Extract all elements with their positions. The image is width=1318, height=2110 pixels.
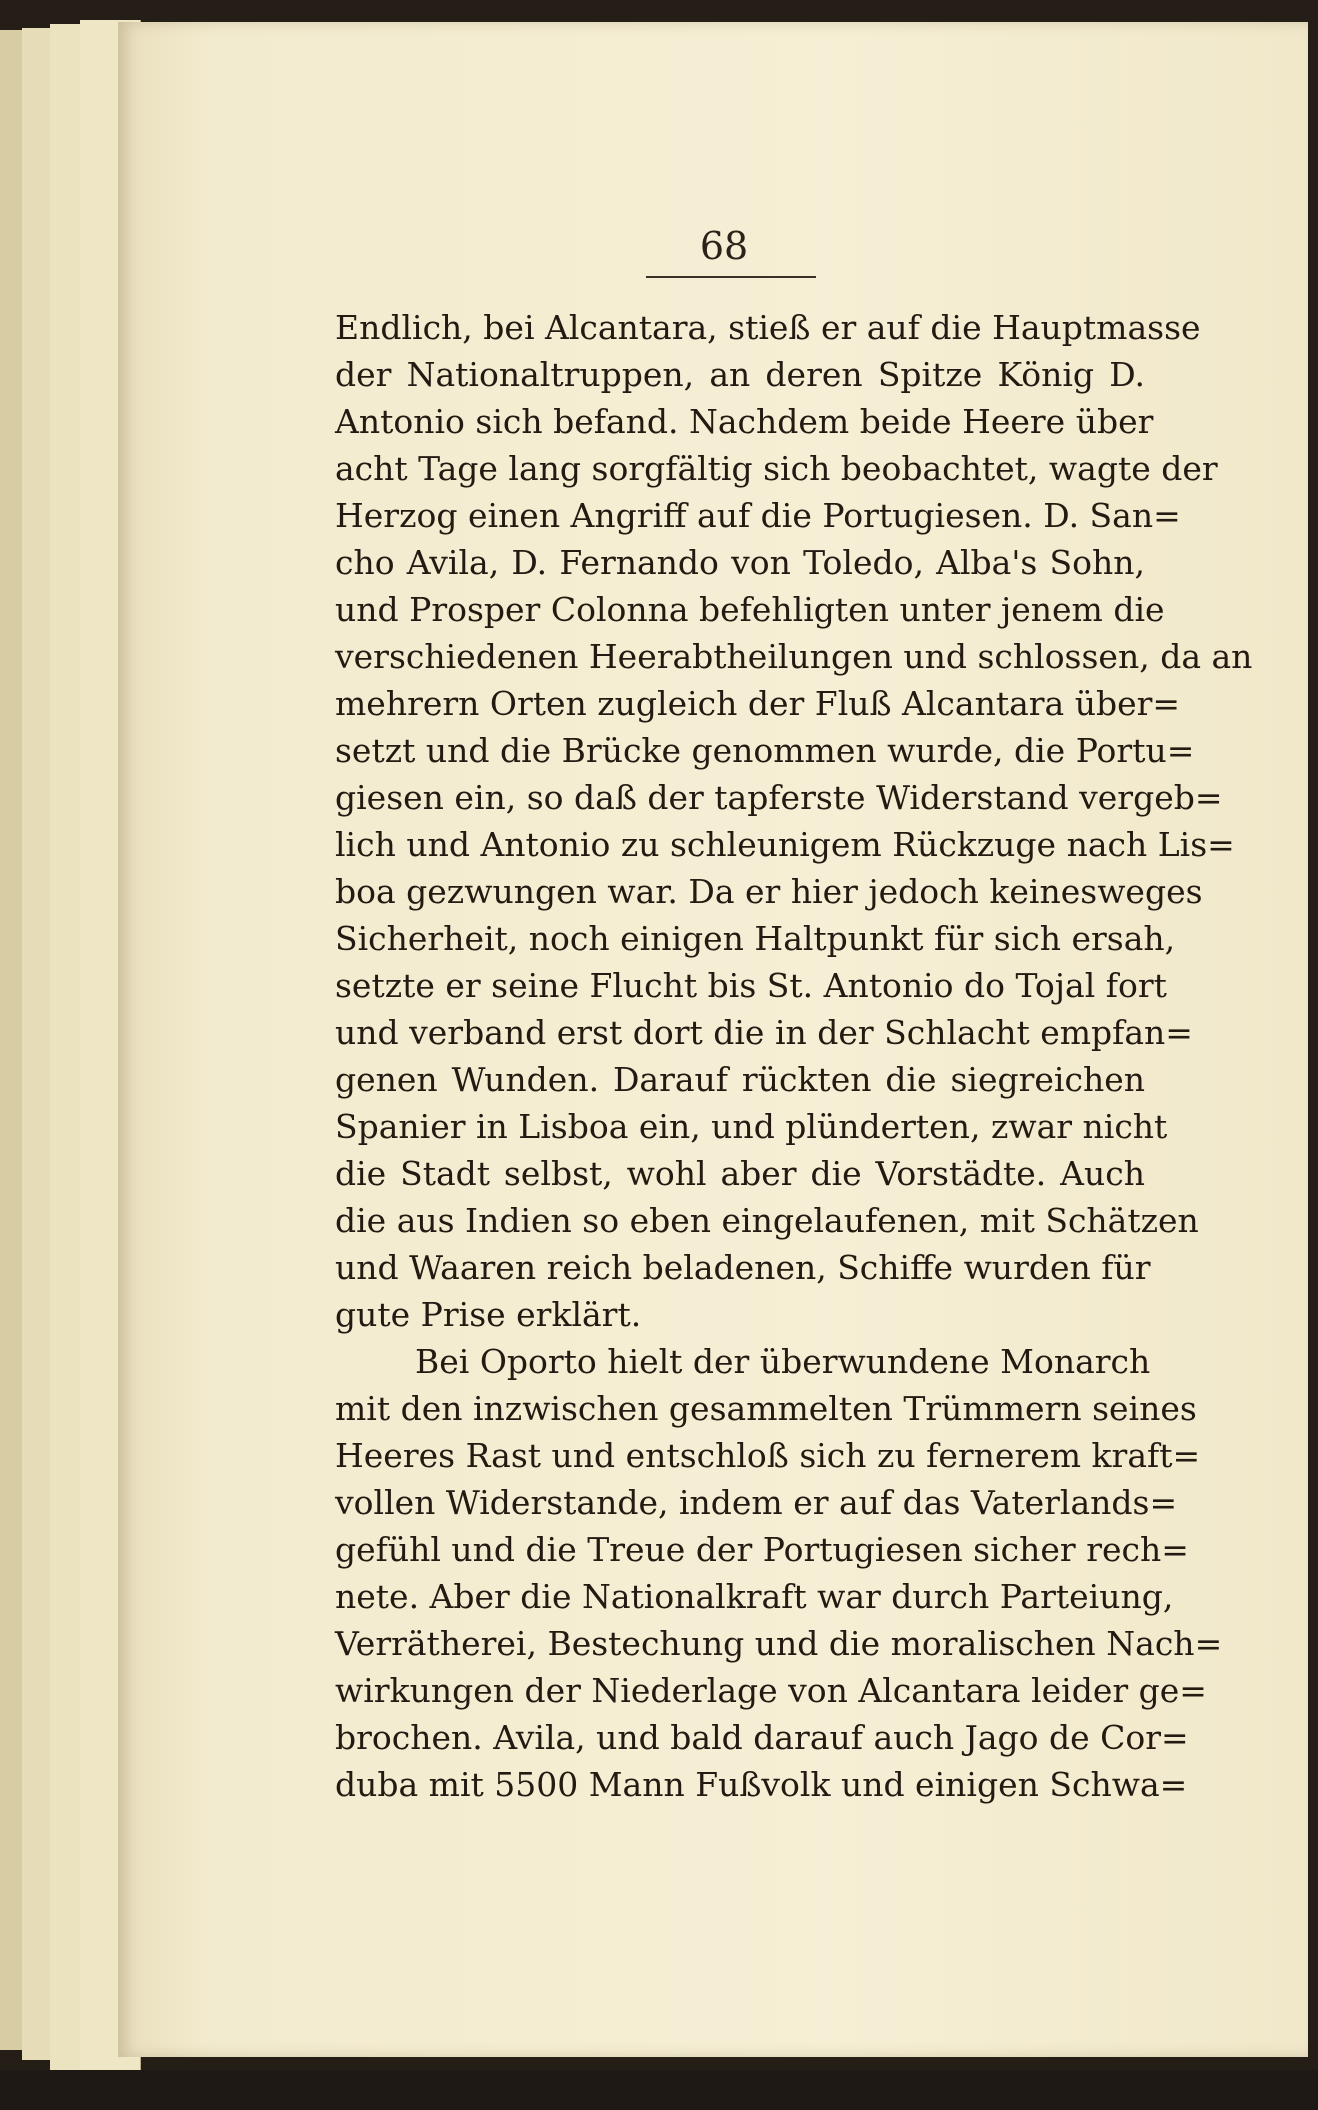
text-line: und Waaren reich beladenen, Schiffe wurden für [335, 1248, 1151, 1287]
text-line: nete. Aber die Nationalkraft war durch Parteiung, [335, 1577, 1174, 1616]
text-line: Antonio sich befand. Nachdem beide Heere über [335, 402, 1154, 441]
text-line: Sicherheit, noch einigen Haltpunkt für sich ersah, [335, 919, 1176, 958]
text-line: Spanier in Lisboa ein, und plünderten, zwar nicht [335, 1107, 1168, 1146]
text-line: und Prosper Colonna befehligten unter jenem die [335, 590, 1165, 629]
text-line: gefühl und die Treue der Portugiesen sicher rech= [335, 1530, 1189, 1569]
text-line: lich und Antonio zu schleunigem Rückzuge nach Lis= [335, 825, 1235, 864]
text-line: mehrern Orten zugleich der Fluß Alcantara über= [335, 684, 1181, 723]
text-line: setzte er seine Flucht bis St. Antonio do Tojal fort [335, 966, 1167, 1005]
text-line: Endlich, bei Alcantara, stieß er auf die Hauptmasse [335, 308, 1201, 347]
text-line: mit den inzwischen gesammelten Trümmern seines [335, 1389, 1197, 1428]
text-line: cho Avila, D. Fernando von Toledo, Alba's Sohn, [335, 543, 1145, 582]
text-line: Herzog einen Angriff auf die Portugiesen. D. San= [335, 496, 1181, 535]
text-line: giesen ein, so daß der tapferste Widerstand vergeb= [335, 778, 1223, 817]
text-line: Bei Oporto hielt der überwundene Monarch [415, 1342, 1151, 1381]
text-line: verschiedenen Heerabtheilungen und schlossen, da an [335, 637, 1253, 676]
text-line: brochen. Avila, und bald darauf auch Jago de Cor= [335, 1718, 1189, 1757]
text-line: boa gezwungen war. Da er hier jedoch keinesweges [335, 872, 1203, 911]
text-line: die Stadt selbst, wohl aber die Vorstädte. Auch [335, 1154, 1145, 1193]
body-text [335, 304, 1253, 1808]
text-line: und verband erst dort die in der Schlacht empfan= [335, 1013, 1193, 1052]
text-line: genen Wunden. Darauf rückten die siegreichen [335, 1060, 1145, 1099]
text-line: die aus Indien so eben eingelaufenen, mit Schätzen [335, 1201, 1199, 1240]
text-line: setzt und die Brücke genommen wurde, die Portu= [335, 731, 1195, 770]
scan-background [0, 2070, 1318, 2110]
text-line: Heeres Rast und entschloß sich zu fernerem kraft= [335, 1436, 1201, 1475]
text-line: gute Prise erklärt. [335, 1295, 642, 1334]
text-line: wirkungen der Niederlage von Alcantara leider ge= [335, 1671, 1207, 1710]
text-line: der Nationaltruppen, an deren Spitze König D. [335, 355, 1145, 394]
text-line: duba mit 5500 Mann Fußvolk und einigen Schwa= [335, 1765, 1188, 1804]
text-line: acht Tage lang sorgfältig sich beobachtet, wagte der [335, 449, 1218, 488]
text-line: vollen Widerstande, indem er auf das Vaterlands= [335, 1483, 1178, 1522]
text-line: Verrätherei, Bestechung und die moralischen Nach= [335, 1624, 1223, 1663]
page-number: 68 [699, 224, 749, 268]
header-rule [646, 276, 816, 278]
